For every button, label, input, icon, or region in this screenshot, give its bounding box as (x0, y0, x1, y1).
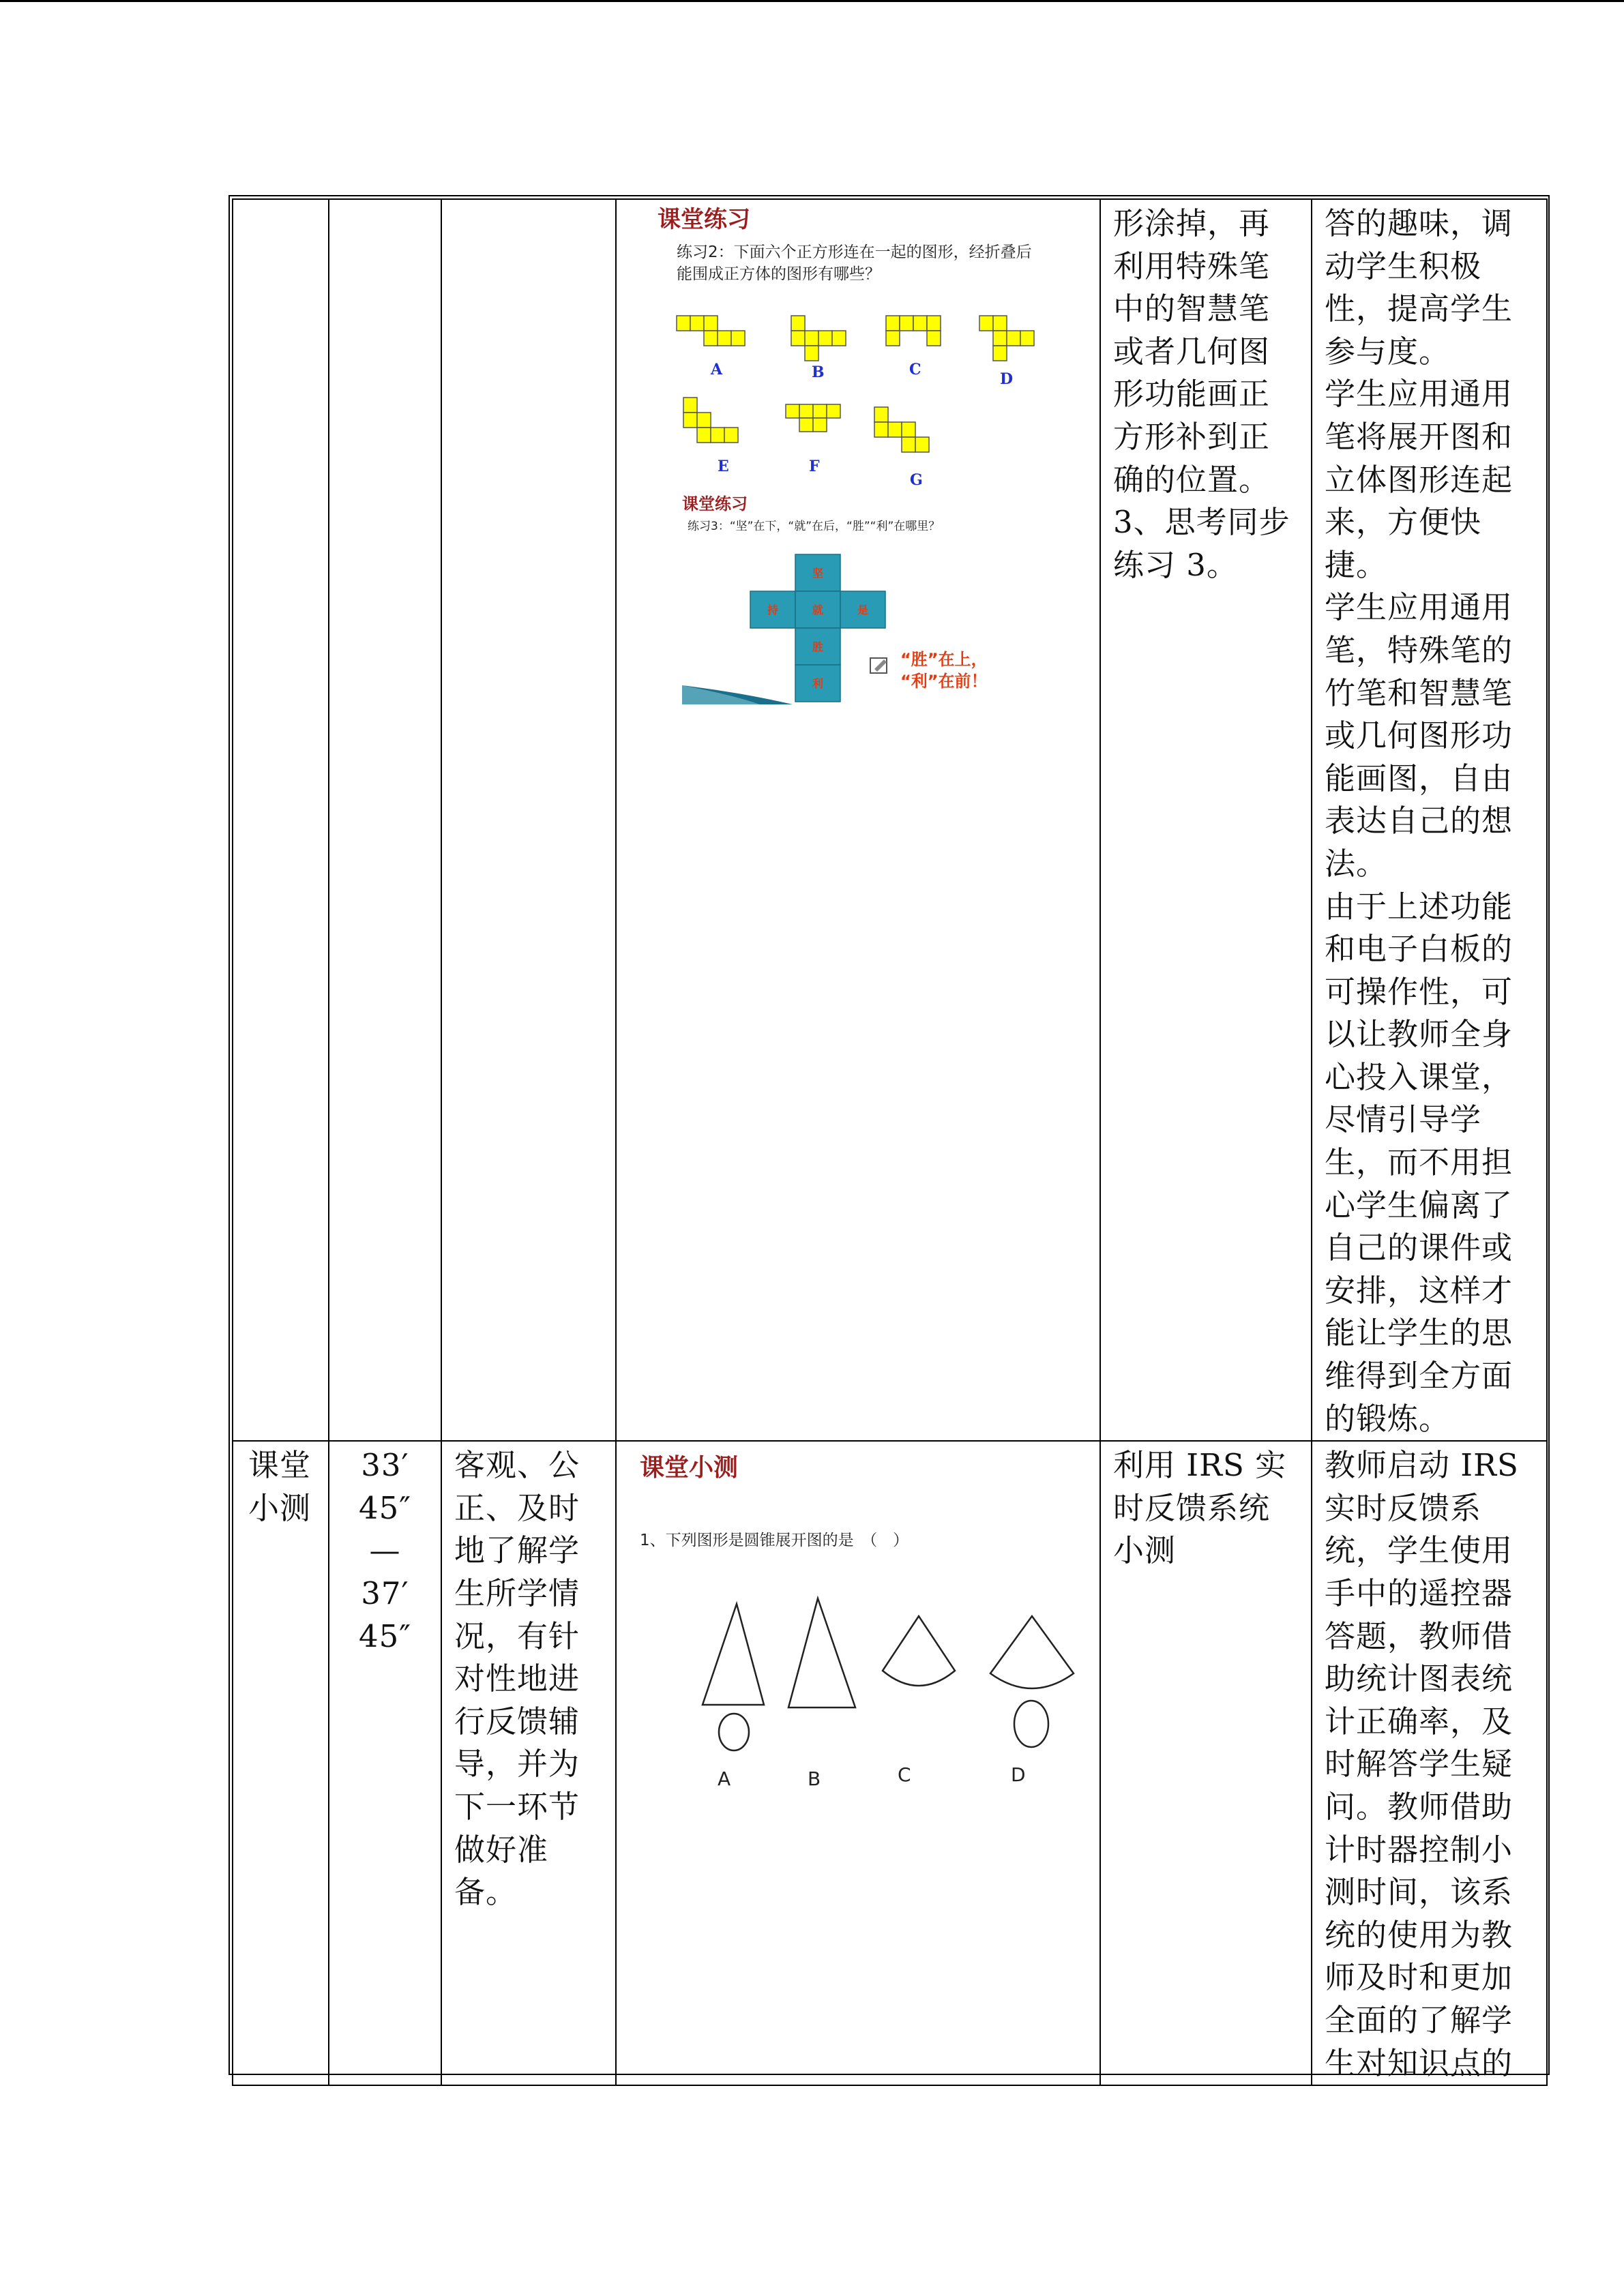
option-label-a: A (718, 1768, 731, 1791)
rationale-text: 教师启动 IRS 实时反馈系统，学生使用手中的遥控器答题，教师借助统计图表统计正确率，及时解答学生疑问。教师借助计时器控制小测时间，该系统的使用为教师及时和更加全面的了解学生对知识点的 (1325, 1447, 1519, 2081)
option-a-figure (703, 1604, 764, 1750)
cube-face-jian: 坚 (812, 567, 824, 580)
net-label-d: D (1000, 370, 1014, 388)
time-cell (329, 199, 441, 1441)
cube-face-shi: 是 (857, 603, 869, 616)
quiz-title: 课堂小测 (640, 1454, 739, 1482)
time-dash: — (369, 1532, 401, 1569)
question-2-line2: 能围成正方体的图形有哪些？ (677, 265, 881, 283)
net-f (786, 404, 840, 432)
option-b-figure (788, 1598, 855, 1708)
time-start-sec: 45″ (358, 1489, 412, 1526)
stage-text: 课堂小测 (248, 1447, 312, 1526)
net-a (677, 316, 745, 346)
method-text: 利用 IRS 实时反馈系统小测 (1113, 1447, 1287, 1569)
stage-cell (233, 199, 329, 1441)
net-e (683, 398, 738, 443)
net-label-g: G (910, 471, 923, 489)
net-c (886, 316, 941, 346)
option-c-figure (883, 1616, 955, 1686)
method-cell (1100, 199, 1312, 1441)
time-cell (329, 1441, 441, 2085)
answer-line-1: “胜”在上， (900, 650, 988, 669)
net-d (979, 316, 1034, 361)
question-3: 练习3：“坚”在下，“就”在后，“胜”“利”在哪里？ (688, 520, 941, 533)
goal-text: 客观、公正、及时地了解学生所学情况，有针对性地进行反馈辅导，并为下一环节做好准备。 (454, 1447, 580, 1911)
rationale-cell (1312, 1441, 1547, 2085)
table-row (233, 1441, 1547, 2085)
question-2-line1: 练习2：下面六个正方形连在一起的图形，经折叠后 (677, 243, 1032, 261)
cube-net (750, 554, 885, 702)
time-end-min: 37′ (361, 1575, 409, 1611)
practice-slide-figure (617, 200, 1098, 718)
table-row (233, 199, 1547, 1441)
time-range (329, 1442, 441, 1658)
method-cell (1100, 1441, 1312, 2085)
net-label-c: C (909, 361, 921, 378)
net-label-f: F (809, 458, 820, 475)
cube-face-chi: 持 (767, 603, 779, 616)
time-start-min: 33′ (361, 1447, 409, 1484)
net-g (874, 407, 929, 452)
cube-face-jiu: 就 (812, 603, 824, 616)
pencil-icon (870, 658, 887, 673)
option-d-figure (990, 1616, 1074, 1747)
quiz-question: 1、下列图形是圆锥展开图的是 （ ） (640, 1532, 909, 1550)
goal-cell (441, 199, 616, 1441)
goal-cell (441, 1441, 616, 2085)
net-b (791, 316, 846, 361)
net-label-a: A (711, 361, 723, 378)
option-label-c: C (898, 1763, 911, 1787)
lesson-plan-table (228, 195, 1550, 2081)
time-end-sec: 45″ (358, 1617, 412, 1654)
cube-face-li: 利 (812, 677, 824, 690)
method-text: 形涂掉，再利用特殊笔中的智慧笔或者几何图形功能画正方形补到正确的位置。 3、思考同步练习 3。 (1113, 205, 1290, 583)
slide-title: 课堂练习 (658, 206, 750, 233)
option-label-d: D (1011, 1763, 1026, 1787)
rationale-text: 答的趣味，调动学生积极性，提高学生参与度。 学生应用通用笔将展开图和立体图形连起来，方便快捷。 学生应用通用笔，特殊笔的竹笔和智慧笔或几何图形功能画图，自由表达自己的想法。 由于上述功能和电子白板的可操作性，可以让教师全身心投入课堂，尽情引导学生，而不用担心学生偏离了自己的课件或安排，这样才能让学生的思维得到全方面的锻炼。 (1325, 205, 1514, 1437)
page-top-border (0, 0, 1624, 2)
slide-title-2: 课堂练习 (682, 494, 748, 513)
slide-cell (616, 199, 1100, 1441)
lesson-table (232, 198, 1548, 2086)
rationale-cell (1312, 199, 1547, 1441)
cube-face-sheng: 胜 (812, 640, 824, 653)
slide-cell (616, 1441, 1100, 2085)
net-label-e: E (718, 458, 729, 475)
answer-line-2: “利”在前！ (900, 672, 988, 691)
stage-cell (233, 1441, 329, 2085)
net-label-b: B (812, 363, 825, 381)
quiz-slide-figure (617, 1442, 1098, 1823)
option-label-b: B (808, 1768, 821, 1791)
